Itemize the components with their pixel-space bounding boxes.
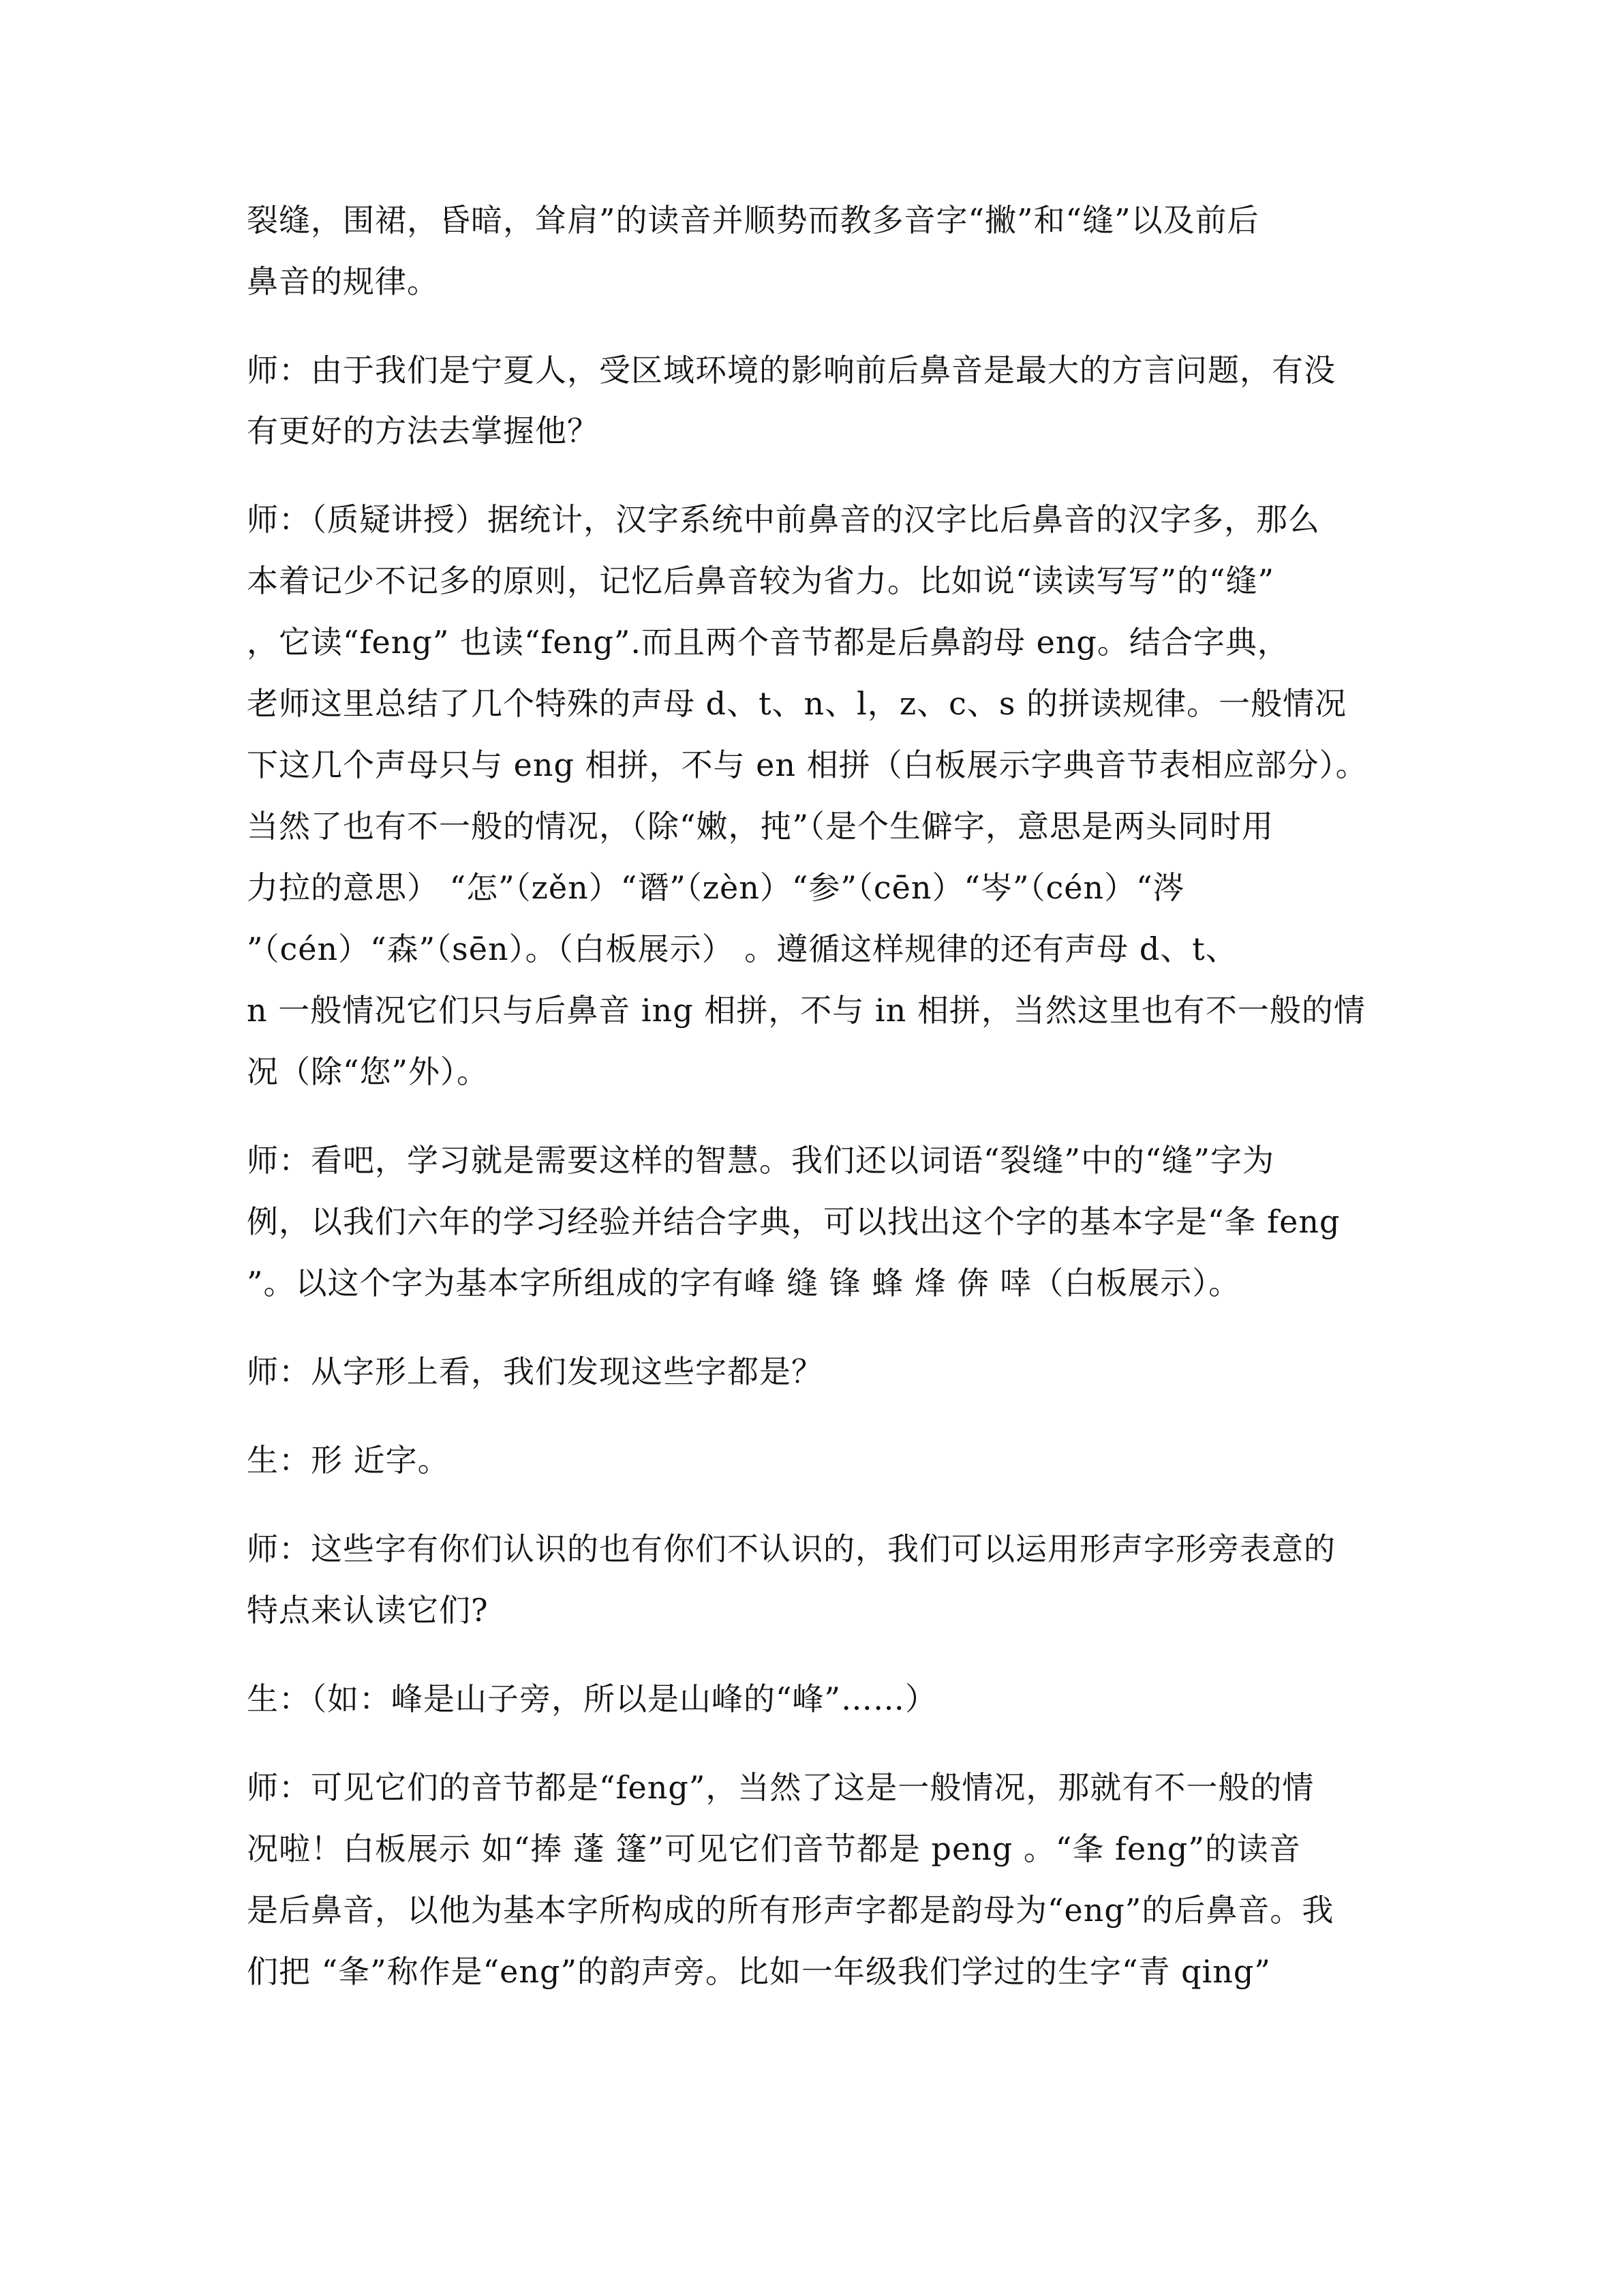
text-line: 师：从字形上看，我们发现这些字都是？ [247, 1353, 823, 1390]
text-line: 师：这些字有你们认识的也有你们不认识的，我们可以运用形声字形旁表意的 [247, 1530, 1336, 1567]
text-line: 本着记少不记多的原则，记忆后鼻音较为省力。比如说“读读写写”的“缝” [247, 562, 1275, 599]
text-line: 当然了也有不一般的情况，（除“嫩，扽”（是个生僻字，意思是两头同时用 [247, 808, 1274, 845]
text-line: 师：可见它们的音节都是“feng”，当然了这是一般情况，那就有不一般的情 [247, 1769, 1315, 1806]
text-line: 鼻音的规律。 [247, 263, 439, 300]
text-line: 生：（如：峰是山子旁，所以是山峰的“峰”……） [247, 1680, 938, 1717]
text-line: 生：形 近字。 [247, 1442, 450, 1479]
text-line: 师：看吧，学习就是需要这样的智慧。我们还以词语“裂缝”中的“缝”字为 [247, 1142, 1275, 1179]
text-line: 师：由于我们是宁夏人，受区域环境的影响前后鼻音是最大的方言问题，有没 [247, 352, 1336, 389]
text-line: 况啦！白板展示 如“捧 蓬 篷”可见它们音节都是 peng 。“夆 feng”的读音 [247, 1830, 1301, 1867]
text-line: 是后鼻音，以他为基本字所构成的所有形声字都是韵母为“eng”的后鼻音。我 [247, 1892, 1334, 1929]
text-line: 特点来认读它们? [247, 1592, 489, 1629]
text-line: ”（cén）“森”（sēn）。（白板展示） 。遵循这样规律的还有声母 d、t、 [247, 931, 1238, 967]
text-line: 们把 “夆”称作是“eng”的韵声旁。比如一年级我们学过的生字“青 qing” [247, 1953, 1271, 1990]
text-line: 况（除“您”外）。 [247, 1053, 489, 1090]
text-line: 裂缝，围裙，昏暗，耸肩”的读音并顺势而教多音字“撇”和“缝”以及前后 [247, 202, 1259, 239]
text-line: ”。以这个字为基本字所组成的字有峰 缝 锋 蜂 烽 倴 啈（白板展示）。 [247, 1265, 1241, 1301]
text-line: 有更好的方法去掌握他？ [247, 412, 599, 449]
text-line: 例，以我们六年的学习经验并结合字典，可以找出这个字的基本字是“夆 feng [247, 1203, 1341, 1240]
text-line: 老师这里总结了几个特殊的声母 d、t、n、l，z、c、s 的拼读规律。一般情况 [247, 685, 1347, 722]
text-line: 力拉的意思） “怎”（zěn）“谮”（zèn）“参”（cēn）“岑”（cén）“涔 [247, 869, 1185, 906]
text-line: 师：（质疑讲授）据统计，汉字系统中前鼻音的汉字比后鼻音的汉字多，那么 [247, 501, 1320, 538]
text-line: ，它读“feng” 也读“feng”.而且两个音节都是后鼻韵母 eng。结合字典， [247, 624, 1289, 661]
text-line: 下这几个声母只与 eng 相拼，不与 en 相拼（白板展示字典音节表相应部分）。 [247, 746, 1368, 783]
text-line: n 一般情况它们只与后鼻音 ing 相拼，不与 in 相拼，当然这里也有不一般的情 [247, 992, 1366, 1029]
